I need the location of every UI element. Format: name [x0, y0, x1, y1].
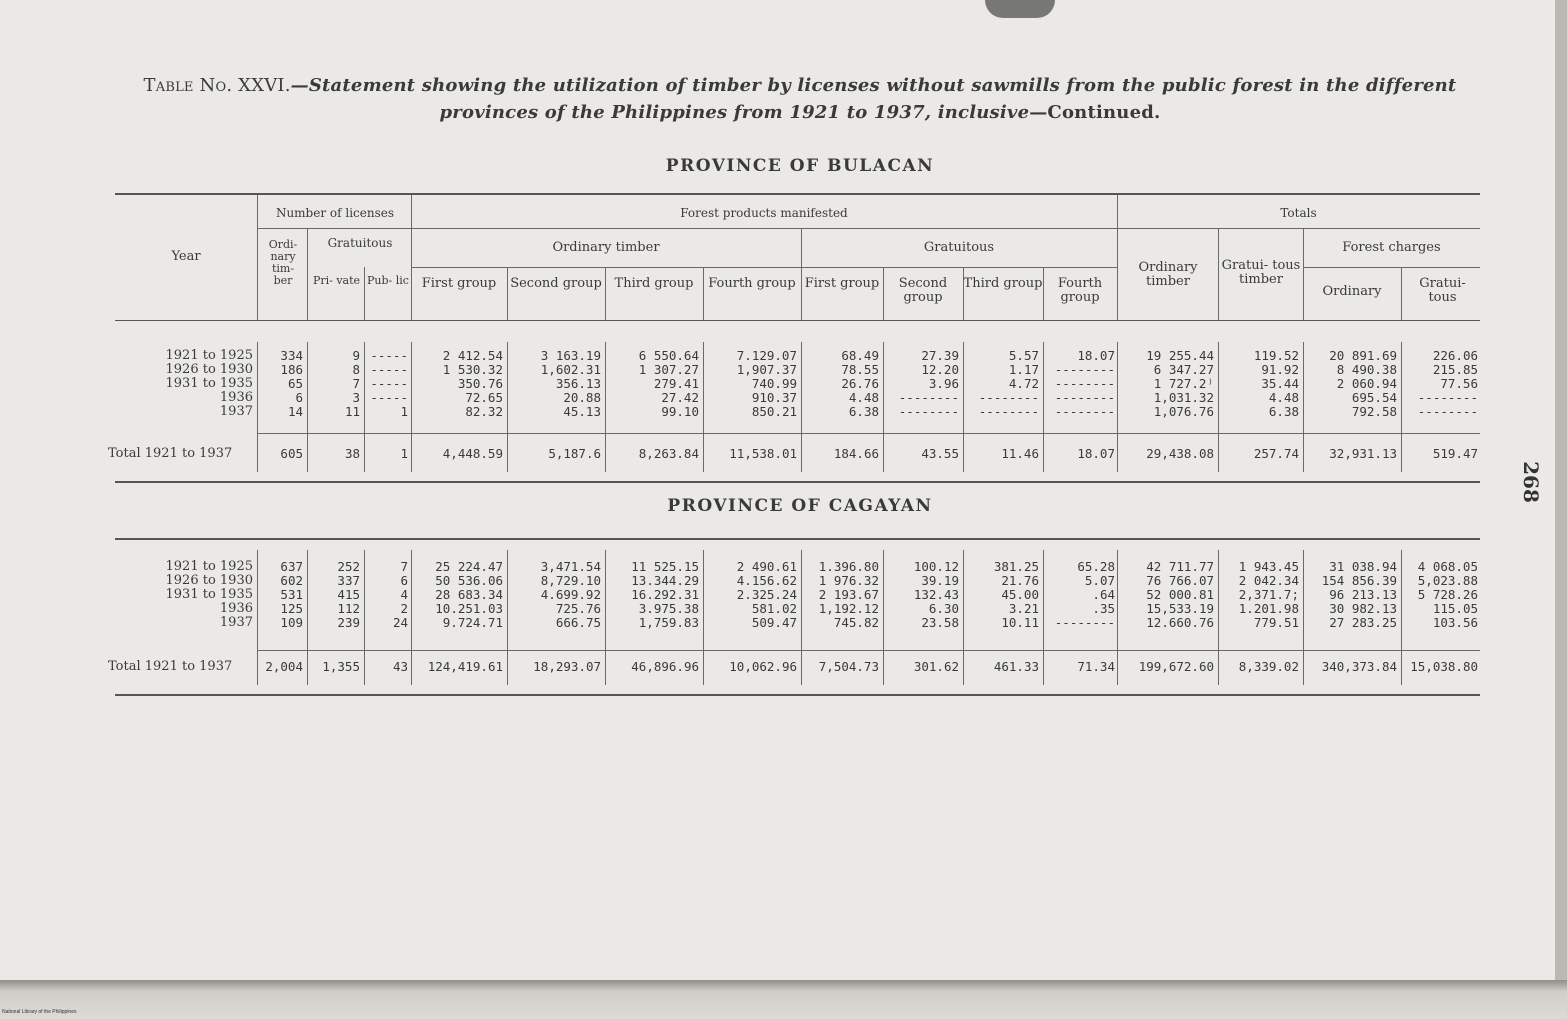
table-cell: -------- [898, 390, 959, 405]
table-cell: 740.99 [751, 376, 797, 391]
table-cell: 18.07 [1077, 348, 1115, 363]
table-cell: 215.85 [1432, 362, 1478, 377]
bulacan-total-ordinary-licenses: 605 [280, 446, 303, 461]
cagayan-bottom-rule [115, 694, 1480, 696]
table-cell: 1,192.12 [818, 601, 879, 616]
table-cell: 6.30 [928, 601, 959, 616]
table-cell: 2 [400, 601, 408, 616]
header-ot-second: Second group [510, 276, 602, 291]
table-cell: 76 766.07 [1146, 573, 1214, 588]
table-cell: -------- [978, 390, 1039, 405]
table-cell: 1,759.83 [638, 615, 699, 630]
bulacan-total-ot-second: 5,187.6 [548, 446, 601, 461]
cagayan-col-ordinary-licenses [257, 560, 303, 630]
bulacan-col-private [307, 349, 360, 419]
bulacan-total-public: 1 [400, 446, 408, 461]
header-totals-gratuitous: Gratui- tous timber [1221, 258, 1301, 287]
table-cell: 11 525.15 [631, 559, 699, 574]
table-cell: 10.251.03 [435, 601, 503, 616]
cagayan-total-total-ordinary: 199,672.60 [1138, 659, 1214, 674]
table-cell: -------- [978, 404, 1039, 419]
bulacan-col-fc-gratuitous [1401, 349, 1478, 419]
table-cell: 65.28 [1077, 559, 1115, 574]
bulacan-col-gt-fourth [1043, 349, 1115, 419]
table-cell: 1,602.31 [540, 362, 601, 377]
header-forest-products: Forest products manifested [680, 206, 848, 220]
table-cell: 252 [337, 559, 360, 574]
header-ot-third: Third group [614, 276, 694, 291]
bulacan-col-total-gratuitous [1218, 349, 1299, 419]
table-cell: 637 [280, 559, 303, 574]
table-cell: 1926 to 1930 [165, 573, 253, 588]
cagayan-total-ordinary-licenses: 2,004 [265, 659, 303, 674]
cagayan-total-ot-first: 124,419.61 [427, 659, 503, 674]
table-cell: 1 727.2⁾ [1153, 376, 1214, 391]
table-cell: 4.48 [848, 390, 879, 405]
table-cell: 31 038.94 [1329, 559, 1397, 574]
table-cell: -------- [898, 404, 959, 419]
table-cell: 26.76 [841, 376, 879, 391]
table-cell: 82.32 [465, 404, 503, 419]
bulacan-col-ot-fourth [703, 349, 797, 419]
table-cell: 13.344.29 [631, 573, 699, 588]
header-ot-fourth: Fourth group [708, 276, 796, 291]
scan-bottom-band [0, 980, 1567, 1019]
column-headers [115, 195, 1480, 320]
table-cell: 16.292.31 [631, 587, 699, 602]
table-cell: 1 943.45 [1238, 559, 1299, 574]
table-cell: 1 [400, 404, 408, 419]
table-cell: 12.660.76 [1146, 615, 1214, 630]
table-cell: 10.11 [1001, 615, 1039, 630]
cagayan-total-private: 1,355 [322, 659, 360, 674]
table-cell: 65 [287, 376, 303, 391]
bulacan-total-total-gratuitous: 257.74 [1253, 446, 1299, 461]
table-cell: 4 [400, 587, 408, 602]
table-cell: 72.65 [465, 390, 503, 405]
table-cell: 68.49 [841, 348, 879, 363]
header-private: Pri- vate [312, 274, 361, 287]
table-cell: 45.00 [1001, 587, 1039, 602]
table-cell: ----- [370, 390, 408, 405]
cagayan-col-ot-third [605, 560, 699, 630]
bulacan-total-ot-third: 8,263.84 [638, 446, 699, 461]
table-cell: 6.38 [1268, 404, 1299, 419]
table-cell: 2 490.61 [736, 559, 797, 574]
table-cell: 581.02 [751, 601, 797, 616]
table-cell: 1,076.76 [1153, 404, 1214, 419]
table-cell: ----- [370, 348, 408, 363]
table-cell: -------- [1054, 390, 1115, 405]
bulacan-table [108, 322, 1480, 478]
header-ordinary-timber: Ordinary timber [552, 240, 660, 255]
table-cell: 1,907.37 [736, 362, 797, 377]
table-cell: 602 [280, 573, 303, 588]
table-cell: 226.06 [1432, 348, 1478, 363]
table-cell: 20 891.69 [1329, 348, 1397, 363]
table-cell: 1,031.32 [1153, 390, 1214, 405]
table-cell: 96 213.13 [1329, 587, 1397, 602]
table-cell: 14 [287, 404, 303, 419]
bulacan-col-ot-second [507, 349, 601, 419]
table-cell: 3 163.19 [540, 348, 601, 363]
table-cell: 666.75 [555, 615, 601, 630]
header-fc-ordinary: Ordinary [1322, 284, 1382, 299]
table-cell: 3.96 [928, 376, 959, 391]
table-cell: 24 [392, 615, 408, 630]
table-cell: 9 [352, 348, 360, 363]
bulacan-total-ot-first: 4,448.59 [442, 446, 503, 461]
bulacan-total-gt-fourth: 18.07 [1077, 446, 1115, 461]
table-cell: 11 [344, 404, 360, 419]
header-gratuitous-products: Gratuitous [923, 240, 995, 255]
table-cell: 531 [280, 587, 303, 602]
cagayan-heading: PROVINCE OF CAGAYAN [667, 496, 933, 516]
table-cell: 3,471.54 [540, 559, 601, 574]
table-title-trail: —Continued. [1029, 102, 1161, 123]
table-cell: 154 856.39 [1321, 573, 1397, 588]
table-cell: 9.724.71 [442, 615, 503, 630]
bulacan-col-year [115, 349, 253, 419]
header-gt-third: Third group [963, 276, 1043, 291]
table-cell: 5,023.88 [1417, 573, 1478, 588]
table-cell: 792.58 [1351, 404, 1397, 419]
cagayan-total-label: Total 1921 to 1937 [108, 659, 233, 674]
table-cell: .35 [1092, 601, 1115, 616]
footer-stamp: National Library of the Philippines [2, 1009, 77, 1015]
table-cell: 1936 [219, 390, 253, 405]
table-cell: 1.17 [1008, 362, 1039, 377]
table-cell: 279.41 [653, 376, 699, 391]
table-cell: 6 [295, 390, 303, 405]
cagayan-total-gt-first: 7,504.73 [818, 659, 879, 674]
table-cell: 21.76 [1001, 573, 1039, 588]
table-cell: 3 [352, 390, 360, 405]
header-totals-ordinary: Ordinary timber [1138, 260, 1198, 289]
table-cell: 39.19 [921, 573, 959, 588]
header-ot-first: First group [421, 276, 497, 291]
cagayan-total-public: 43 [392, 659, 408, 674]
table-cell: 119.52 [1253, 348, 1299, 363]
header-ordinary-timber-licenses: Ordi- nary tim- ber [268, 238, 298, 287]
table-cell: 2 042.34 [1238, 573, 1299, 588]
bulacan-total-gt-second: 43.55 [921, 446, 959, 461]
header-gt-second: Second group [898, 276, 948, 305]
cagayan-col-public [364, 560, 408, 630]
table-cell: 8,729.10 [540, 573, 601, 588]
table-cell: 6 347.27 [1153, 362, 1214, 377]
header-gt-fourth: Fourth group [1057, 276, 1103, 305]
table-cell: 7.129.07 [736, 348, 797, 363]
table-cell: 356.13 [555, 376, 601, 391]
table-cell: 91.92 [1261, 362, 1299, 377]
table-title-italic: —Statement showing the utilization of timber by licenses without sawmills from the public forest in the different provinces of the Philippines from 1921 to 1937, inclusive [290, 75, 1457, 123]
cagayan-col-gt-fourth [1043, 560, 1115, 630]
table-cell: 1 307.27 [638, 362, 699, 377]
bulacan-col-fc-ordinary [1303, 349, 1397, 419]
table-cell: 125 [280, 601, 303, 616]
cagayan-col-ot-second [507, 560, 601, 630]
table-cell: 1936 [219, 601, 253, 616]
table-cell: 695.54 [1351, 390, 1397, 405]
table-cell: 115.05 [1432, 601, 1478, 616]
cagayan-col-fc-gratuitous [1401, 560, 1478, 630]
table-cell: ----- [370, 376, 408, 391]
table-cell: ----- [370, 362, 408, 377]
table-cell: 77.56 [1440, 376, 1478, 391]
bulacan-col-ot-first [411, 349, 503, 419]
cagayan-total-fc-gratuitous: 15,038.80 [1410, 659, 1478, 674]
bulacan-total-ot-fourth: 11,538.01 [729, 446, 797, 461]
cagayan-col-gt-second [883, 560, 959, 630]
table-cell: 337 [337, 573, 360, 588]
table-cell: 35.44 [1261, 376, 1299, 391]
table-cell: 1926 to 1930 [165, 362, 253, 377]
page-number: 268 [1518, 461, 1543, 503]
cagayan-total-gt-second: 301.62 [913, 659, 959, 674]
table-cell: 4.156.62 [736, 573, 797, 588]
table-cell: 4.72 [1008, 376, 1039, 391]
table-cell: 509.47 [751, 615, 797, 630]
table-cell: -------- [1054, 362, 1115, 377]
table-cell: -------- [1054, 404, 1115, 419]
bulacan-col-public [364, 349, 408, 419]
table-cell: 52 000.81 [1146, 587, 1214, 602]
table-cell: 42 711.77 [1146, 559, 1214, 574]
table-cell: 334 [280, 348, 303, 363]
header-public: Pub- lic [367, 274, 409, 287]
bulacan-total-gt-third: 11.46 [1001, 446, 1039, 461]
table-cell: 1937 [219, 615, 253, 630]
table-cell: 5.07 [1084, 573, 1115, 588]
header-forest-charges: Forest charges [1342, 240, 1441, 255]
cagayan-col-gt-first [801, 560, 879, 630]
bulacan-heading: PROVINCE OF BULACAN [665, 156, 935, 176]
table-cell: 1 530.32 [442, 362, 503, 377]
table-cell: 6 [400, 573, 408, 588]
table-cell: 8 [352, 362, 360, 377]
table-cell: 1921 to 1925 [165, 348, 253, 363]
header-fc-gratuitous: Gratui- tous [1419, 276, 1466, 305]
table-cell: 850.21 [751, 404, 797, 419]
table-cell: 109 [280, 615, 303, 630]
table-cell: 6.38 [848, 404, 879, 419]
bulacan-total-label: Total 1921 to 1937 [108, 446, 233, 461]
table-cell: 1921 to 1925 [165, 559, 253, 574]
table-cell: 1 976.32 [818, 573, 879, 588]
table-cell: 7 [352, 376, 360, 391]
table-cell: 23.58 [921, 615, 959, 630]
table-cell: 5.57 [1008, 348, 1039, 363]
bulacan-bottom-rule [115, 481, 1480, 483]
table-cell: 4.699.92 [540, 587, 601, 602]
cagayan-total-ot-third: 46,896.96 [631, 659, 699, 674]
table-cell: 28 683.34 [435, 587, 503, 602]
table-cell: 100.12 [913, 559, 959, 574]
bulacan-col-total-ordinary [1117, 349, 1214, 419]
table-cell: 12.20 [921, 362, 959, 377]
cagayan-col-gt-third [963, 560, 1039, 630]
table-cell: 27.42 [661, 390, 699, 405]
table-cell: 415 [337, 587, 360, 602]
table-cell: 2,371.7; [1238, 587, 1299, 602]
table-cell: 2 193.67 [818, 587, 879, 602]
table-cell: 7 [400, 559, 408, 574]
bulacan-total-fc-ordinary: 32,931.13 [1329, 446, 1397, 461]
table-cell: 27.39 [921, 348, 959, 363]
table-cell: 2 060.94 [1336, 376, 1397, 391]
header-bottom-rule [115, 320, 1480, 321]
table-cell: 3.975.38 [638, 601, 699, 616]
table-cell: 1.201.98 [1238, 601, 1299, 616]
table-cell: 725.76 [555, 601, 601, 616]
table-cell: -------- [1054, 615, 1115, 630]
cagayan-col-private [307, 560, 360, 630]
table-cell: 186 [280, 362, 303, 377]
table-cell: 27 283.25 [1329, 615, 1397, 630]
table-cell: 103.56 [1432, 615, 1478, 630]
table-cell: 4.48 [1268, 390, 1299, 405]
table-cell: 25 224.47 [435, 559, 503, 574]
table-cell: 19 255.44 [1146, 348, 1214, 363]
table-cell: 3.21 [1008, 601, 1039, 616]
table-cell: 910.37 [751, 390, 797, 405]
table-cell: 239 [337, 615, 360, 630]
table-cell: 45.13 [563, 404, 601, 419]
scan-smudge [985, 0, 1055, 18]
header-gt-first: First group [804, 276, 880, 291]
cagayan-total-fc-ordinary: 340,373.84 [1321, 659, 1397, 674]
table-cell: 1931 to 1935 [165, 587, 253, 602]
header-number-of-licenses: Number of licenses [275, 206, 395, 220]
table-cell: 2.325.24 [736, 587, 797, 602]
cagayan-total-ot-second: 18,293.07 [533, 659, 601, 674]
cagayan-total-ot-fourth: 10,062.96 [729, 659, 797, 674]
table-cell: 745.82 [833, 615, 879, 630]
cagayan-col-ot-first [411, 560, 503, 630]
cagayan-table [108, 540, 1480, 690]
table-cell: 99.10 [661, 404, 699, 419]
cagayan-col-total-gratuitous [1218, 560, 1299, 630]
bulacan-total-private: 38 [344, 446, 360, 461]
table-cell: 1.396.80 [818, 559, 879, 574]
header-totals: Totals [1280, 206, 1317, 220]
table-cell: 8 490.38 [1336, 362, 1397, 377]
table-cell: 6 550.64 [638, 348, 699, 363]
table-cell: 2 412.54 [442, 348, 503, 363]
bulacan-col-ot-third [605, 349, 699, 419]
table-cell: .64 [1092, 587, 1115, 602]
table-cell: 112 [337, 601, 360, 616]
table-cell: 1931 to 1935 [165, 376, 253, 391]
table-cell: 20.88 [563, 390, 601, 405]
table-cell: 381.25 [993, 559, 1039, 574]
table-cell: -------- [1054, 376, 1115, 391]
cagayan-total-total-gratuitous: 8,339.02 [1238, 659, 1299, 674]
table-cell: 4 068.05 [1417, 559, 1478, 574]
table-cell: 1937 [219, 404, 253, 419]
table-title-lead: Table No. XXVI. [143, 75, 291, 96]
cagayan-col-ot-fourth [703, 560, 797, 630]
bulacan-total-gt-first: 184.66 [833, 446, 879, 461]
table-cell: 15,533.19 [1146, 601, 1214, 616]
table-cell: 779.51 [1253, 615, 1299, 630]
table-cell: 30 982.13 [1329, 601, 1397, 616]
table-cell: 132.43 [913, 587, 959, 602]
table-cell: 78.55 [841, 362, 879, 377]
cagayan-total-gt-fourth: 71.34 [1077, 659, 1115, 674]
table-title [110, 72, 1490, 126]
table-cell: 50 536.06 [435, 573, 503, 588]
table-cell: -------- [1417, 390, 1478, 405]
header-year: Year [171, 249, 201, 264]
cagayan-col-year [115, 560, 253, 630]
header-gratuitous-licenses: Gratuitous [327, 236, 393, 250]
bulacan-total-fc-gratuitous: 519.47 [1432, 446, 1478, 461]
table-cell: 350.76 [457, 376, 503, 391]
bulacan-total-total-ordinary: 29,438.08 [1146, 446, 1214, 461]
bulacan-col-gt-first [801, 349, 879, 419]
cagayan-col-total-ordinary [1117, 560, 1214, 630]
cagayan-total-gt-third: 461.33 [993, 659, 1039, 674]
table-cell: 5 728.26 [1417, 587, 1478, 602]
bulacan-col-gt-third [963, 349, 1039, 419]
bulacan-col-gt-second [883, 349, 959, 419]
cagayan-col-fc-ordinary [1303, 560, 1397, 630]
table-cell: -------- [1417, 404, 1478, 419]
bulacan-col-ordinary-licenses [257, 349, 303, 419]
